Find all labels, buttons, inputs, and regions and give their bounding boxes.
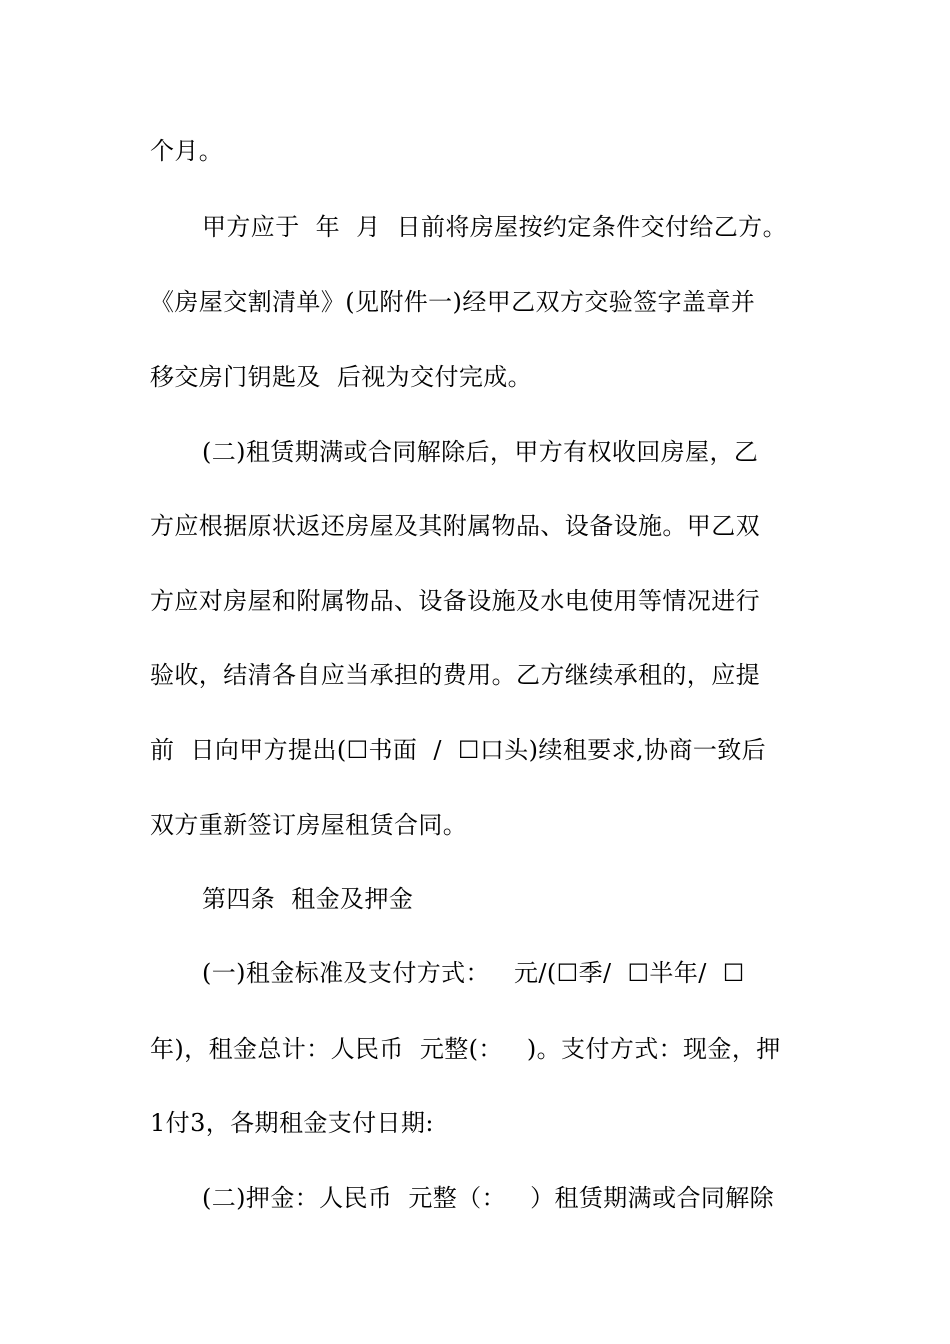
text-line: 个月。 xyxy=(150,137,224,165)
text-line: 年)，租金总计：人民币 元整(： )。支付方式：现金，押 xyxy=(150,1035,781,1063)
text-line: (二)租赁期满或合同解除后，甲方有权收回房屋，乙 xyxy=(202,438,759,466)
text-line: 双方重新签订房屋租赁合同。 xyxy=(150,811,468,839)
text-line: 《房屋交割清单》(见附件一)经甲乙双方交验签字盖章并 xyxy=(150,288,756,316)
text-line: 方应根据原状返还房屋及其附属物品、设备设施。甲乙双 xyxy=(150,512,760,540)
section-heading: 第四条 租金及押金 xyxy=(202,885,414,913)
text-line: (二)押金：人民币 元整（： ）租赁期满或合同解除 xyxy=(202,1184,775,1212)
text-line: 验收，结清各自应当承担的费用。乙方继续承租的，应提 xyxy=(150,661,760,689)
text-line: 甲方应于 年 月 日前将房屋按约定条件交付给乙方。 xyxy=(202,213,787,241)
text-line: 移交房门钥匙及 后视为交付完成。 xyxy=(150,363,533,391)
text-line: 方应对房屋和附属物品、设备设施及水电使用等情况进行 xyxy=(150,587,760,615)
text-line: 前 日向甲方提出(☐书面 / ☐口头)续租要求,协商一致后 xyxy=(150,736,767,764)
text-line: 1付3，各期租金支付日期: xyxy=(150,1109,434,1137)
text-line: (一)租金标准及支付方式： 元/(☐季/ ☐半年/ ☐ xyxy=(202,959,745,987)
